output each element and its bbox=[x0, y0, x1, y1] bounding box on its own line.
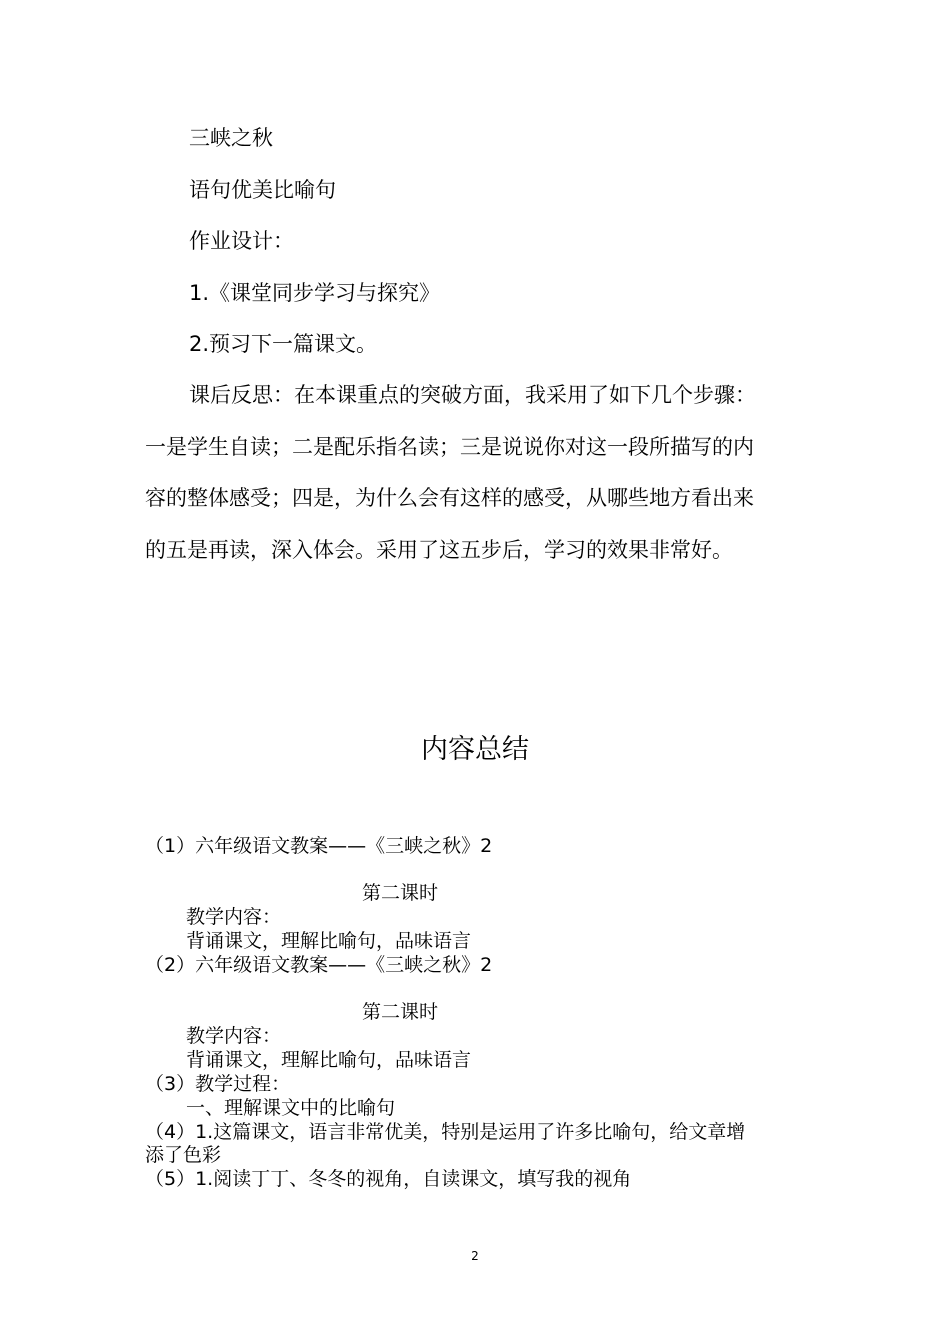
summary-subheading: 第二课时 bbox=[361, 882, 438, 904]
summary-item: （3）教学过程： bbox=[145, 1073, 291, 1095]
paragraph-line: 课后反思：在本课重点的突破方面，我采用了如下几个步骤： bbox=[189, 383, 756, 407]
paragraph-line: 的五是再读，深入体会。采用了这五步后，学习的效果非常好。 bbox=[145, 538, 733, 562]
summary-text: 添了色彩 bbox=[145, 1144, 222, 1166]
text-line: 作业设计： bbox=[189, 229, 294, 253]
summary-item: （2）六年级语文教案——《三峡之秋》2 bbox=[145, 954, 493, 976]
summary-text: 教学内容： bbox=[186, 906, 282, 928]
summary-text: 背诵课文，理解比喻句，品味语言 bbox=[186, 930, 472, 952]
summary-title: 内容总结 bbox=[421, 734, 529, 765]
summary-text: 背诵课文，理解比喻句，品味语言 bbox=[186, 1049, 472, 1071]
summary-item: （1）六年级语文教案——《三峡之秋》2 bbox=[145, 835, 493, 857]
paragraph-line: 一是学生自读；二是配乐指名读；三是说说你对这一段所描写的内 bbox=[145, 435, 754, 459]
heading-line: 三峡之秋 bbox=[189, 126, 273, 150]
text-line: 1.《课堂同步学习与探究》 bbox=[189, 281, 441, 305]
text-line: 语句优美比喻句 bbox=[189, 178, 336, 202]
summary-subheading: 第二课时 bbox=[361, 1001, 438, 1023]
page-number: 2 bbox=[471, 1249, 479, 1263]
summary-item: （5）1.阅读丁丁、冬冬的视角，自读课文，填写我的视角 bbox=[145, 1168, 632, 1190]
paragraph-line: 容的整体感受；四是，为什么会有这样的感受，从哪些地方看出来 bbox=[145, 486, 754, 510]
summary-text: 一、理解课文中的比喻句 bbox=[186, 1097, 396, 1119]
summary-item: （4）1.这篇课文，语言非常优美，特别是运用了许多比喻句，给文章增 bbox=[145, 1121, 746, 1143]
summary-text: 教学内容： bbox=[186, 1025, 282, 1047]
text-line: 2.预习下一篇课文。 bbox=[189, 332, 378, 356]
